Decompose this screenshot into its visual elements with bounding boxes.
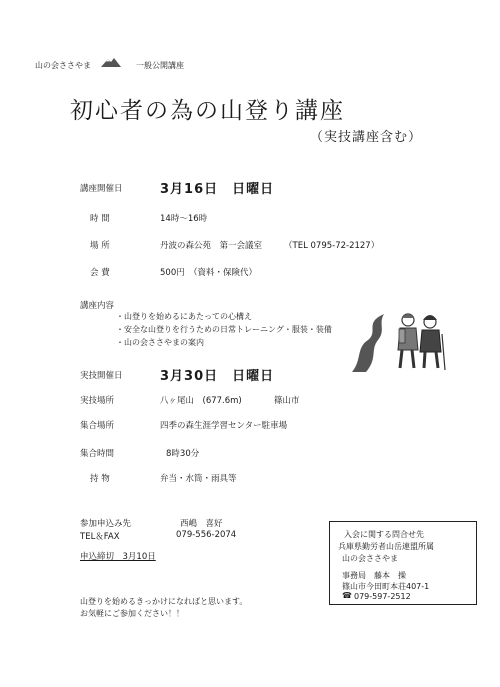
- content-item: ・山の会ささやまの案内: [116, 338, 204, 347]
- content-item: ・山登りを始めるにあたっての心構え: [116, 312, 252, 321]
- trail-path: [352, 314, 384, 372]
- contact-phone: 079-597-2512: [354, 592, 411, 601]
- contact-line-1: 入会に関する問合せ先: [344, 530, 424, 539]
- fee-label: 会 費: [90, 268, 110, 278]
- practice-place-value: 八ヶ尾山 (677.6m): [160, 396, 242, 406]
- meet-place-label: 集合場所: [80, 421, 115, 431]
- items-label: 持 物: [90, 474, 110, 484]
- practice-place-label: 実技場所: [80, 396, 115, 406]
- category-label: 一般公開講座: [136, 61, 184, 70]
- phone-icon: ☎: [342, 591, 352, 600]
- meet-place-value: 四季の森生涯学習センター駐車場: [160, 421, 288, 431]
- practice-place-city: 篠山市: [274, 396, 300, 406]
- time-value: 14時～16時: [160, 214, 208, 224]
- lecture-date-label: 講座開催日: [80, 184, 123, 194]
- contact-line-3: 山の会ささやま: [342, 554, 398, 563]
- deadline-text: 申込締切 3月10日: [80, 552, 156, 562]
- closing-line-1: 山登りを始めるきっかけになればと思います。: [80, 597, 248, 606]
- contact-box: [329, 521, 477, 605]
- apply-name: 西嶋 喜好: [180, 519, 223, 529]
- apply-phone: 079-556-2074: [176, 530, 237, 540]
- hikers-illustration: [344, 302, 450, 378]
- meet-time-label: 集合時間: [80, 449, 115, 459]
- page-subtitle: （実技講座含む）: [310, 130, 423, 145]
- telfax-label: TEL＆FAX: [80, 532, 120, 542]
- mountain-logo-icon: [101, 57, 121, 67]
- place-value: 丹波の森公苑 第一会議室: [160, 241, 263, 251]
- place-label: 場 所: [90, 241, 110, 251]
- contact-line-2: 兵庫県勤労者山岳連盟所属: [338, 542, 434, 551]
- contact-address: 篠山市今田町本荘407-1: [342, 582, 430, 591]
- content-label: 講座内容: [80, 301, 115, 311]
- apply-label: 参加申込み先: [80, 519, 132, 529]
- practice-date-label: 実技開催日: [80, 371, 123, 381]
- content-item: ・安全な山登りを行うための日常トレーニング・服装・装備: [116, 325, 332, 334]
- meet-time-value: 8時30分: [166, 449, 200, 459]
- time-label: 時 間: [90, 214, 110, 224]
- items-value: 弁当・水筒・雨具等: [160, 474, 237, 484]
- org-name: 山の会ささやま: [35, 61, 91, 70]
- page-title: 初心者の為の山登り講座: [70, 98, 345, 124]
- place-tel: （TEL 0795-72-2127）: [284, 241, 380, 251]
- contact-office: 事務局 藤本 操: [342, 571, 406, 580]
- practice-date-value: 3月30日 日曜日: [160, 369, 275, 384]
- closing-line-2: お気軽にご参加ください！！: [80, 609, 184, 618]
- lecture-date-value: 3月16日 日曜日: [160, 182, 275, 197]
- fee-value: 500円 （資料・保険代）: [160, 268, 257, 278]
- hiker-body: [420, 330, 441, 352]
